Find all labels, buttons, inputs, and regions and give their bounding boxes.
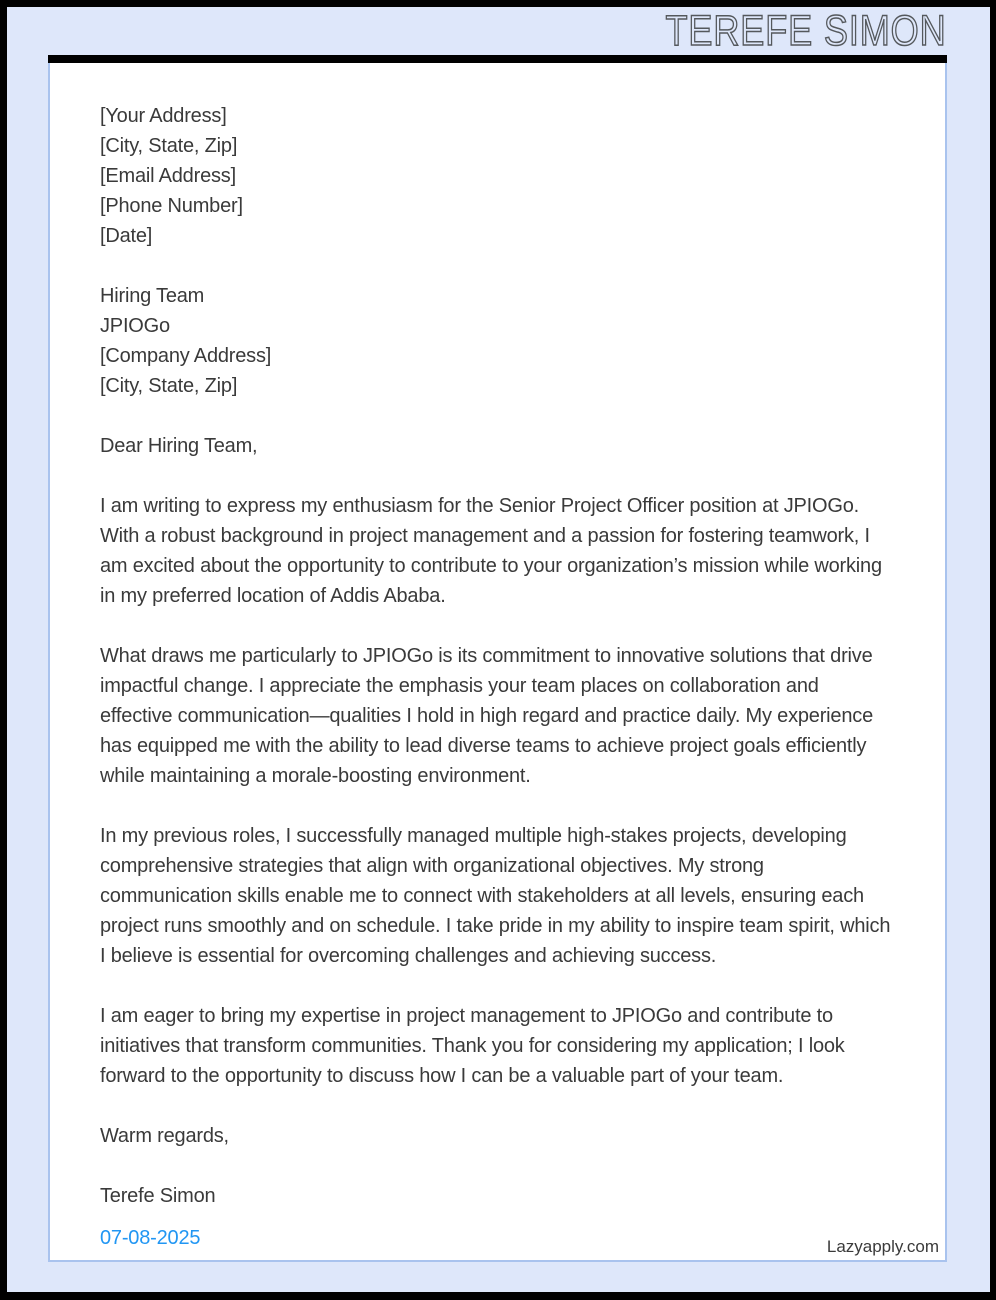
- candidate-name-heading: TEREFE SIMON: [665, 7, 947, 55]
- letter-content: [100, 101, 893, 1283]
- body-paragraph-1: I am writing to express my enthusiasm for the Senior Project Officer position at JPIOGo. With a robust background in project management and a passion for fostering teamwork, I am excited about the opportunity to contribute to your organization’s mission while working in my preferred location of Addis Ababa.: [100, 495, 882, 607]
- sender-address-line: [Date]: [100, 225, 153, 247]
- recipient-address-line: JPIOGo: [100, 315, 170, 337]
- header-divider-rule: [48, 55, 947, 63]
- letter-page: [48, 55, 947, 1262]
- recipient-address-block: [100, 281, 893, 401]
- closing-line: Warm regards,: [100, 1125, 229, 1147]
- body-paragraph-3: In my previous roles, I successfully managed multiple high-stakes projects, developing comprehensive strategies that align with organizational objectives. My strong communication skills enable me to connect with stakeholders at all levels, ensuring each project runs smoothly and on schedule. I take pride in my ability to inspire team spirit, which I believe is essential for overcoming challenges and achieving success.: [100, 825, 891, 967]
- recipient-address-line: [Company Address]: [100, 345, 272, 367]
- signature-name: Terefe Simon: [100, 1185, 216, 1207]
- letter-date: 07-08-2025: [100, 1227, 201, 1249]
- sender-address-line: [Your Address]: [100, 105, 227, 127]
- sender-address-line: [City, State, Zip]: [100, 135, 238, 157]
- recipient-address-line: [City, State, Zip]: [100, 375, 238, 397]
- sender-address-block: [100, 101, 893, 251]
- recipient-address-line: Hiring Team: [100, 285, 205, 307]
- body-paragraph-4: I am eager to bring my expertise in project management to JPIOGo and contribute to initiatives that transform communities. Thank you for considering my application; I look forward to the opportunity to discuss how I can be a valuable part of your team.: [100, 1005, 845, 1087]
- body-paragraph-2: What draws me particularly to JPIOGo is its commitment to innovative solutions that drive impactful change. I appreciate the emphasis your team places on collaboration and effective communication—qualities I hold in high regard and practice daily. My experience has equipped me with the ability to lead diverse teams to achieve project goals efficiently while maintaining a morale-boosting environment.: [100, 645, 873, 787]
- sender-address-line: [Email Address]: [100, 165, 236, 187]
- salutation: Dear Hiring Team,: [100, 435, 258, 457]
- sender-address-line: [Phone Number]: [100, 195, 243, 217]
- watermark-brand: Lazyapply.com: [826, 1237, 939, 1256]
